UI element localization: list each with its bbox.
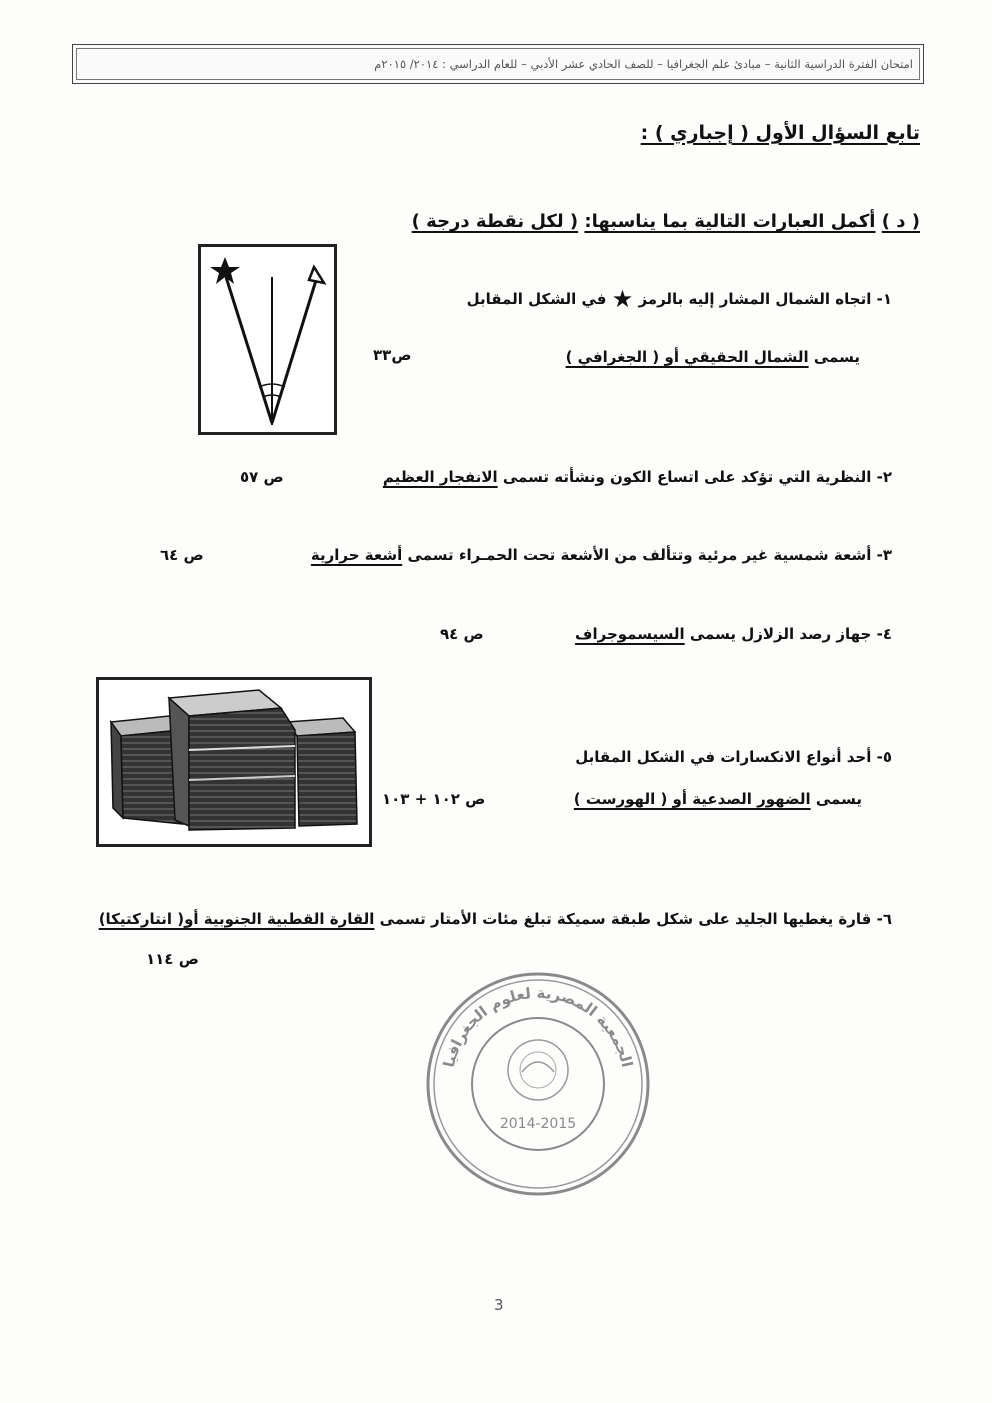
horst-front-face bbox=[189, 708, 295, 830]
item-1-answer: الشمال الحقيقي أو ( الجغرافي ) bbox=[565, 348, 809, 366]
item-1-tail: في الشكل المقابل bbox=[466, 290, 607, 308]
official-stamp bbox=[422, 968, 654, 1200]
item-5-text: أحد أنواع الانكسارات في الشكل المقابل bbox=[575, 748, 872, 766]
right-block-face bbox=[297, 732, 357, 826]
section-title: تابع السؤال الأول ( إجباري ) : bbox=[640, 122, 920, 144]
item-1-text: اتجاه الشمال المشار إليه بالرمز bbox=[638, 290, 872, 308]
true-north-line bbox=[226, 277, 272, 423]
item-1-line-2 bbox=[566, 348, 860, 366]
instruction-text: أكمل العبارات التالية بما يناسبها: bbox=[584, 211, 876, 232]
stamp-emblem-icon bbox=[508, 1040, 568, 1100]
item-5-answer: الضهور الصدعية أو ( الهورست ) bbox=[573, 790, 811, 808]
page-number: 3 bbox=[494, 1296, 504, 1314]
item-5-page-ref: ص ١٠٢ + ١٠٣ bbox=[382, 790, 486, 808]
item-3-line bbox=[311, 546, 892, 564]
item-6-text: قارة يغطيها الجليد على شكل طبقة سميكة تبلغ مئات الأمتار تسمى bbox=[379, 910, 872, 928]
stamp-outer-text: الجمعية المصرية لعلوم الجغرافيا bbox=[439, 983, 637, 1069]
north-arrows-diagram bbox=[201, 247, 334, 432]
item-1-number: ١- bbox=[876, 290, 892, 308]
magnetic-north-arrowhead-icon bbox=[309, 267, 324, 283]
item-5-line-1 bbox=[575, 748, 892, 766]
item-3-number: ٣- bbox=[876, 546, 892, 564]
star-symbol-icon: ★ bbox=[611, 285, 634, 313]
item-2-answer: الانفجار العظيم bbox=[382, 468, 498, 486]
item-6-page-ref: ص ١١٤ bbox=[146, 950, 199, 968]
item-2-text: النظرية التي تؤكد على اتساع الكون ونشأته تسمى bbox=[502, 468, 872, 486]
item-3-answer: أشعة حرارية bbox=[310, 546, 403, 564]
item-4-line bbox=[575, 625, 892, 643]
stamp-seal bbox=[422, 968, 654, 1200]
item-1-line-1 bbox=[467, 285, 892, 313]
magnetic-north-line bbox=[272, 277, 317, 423]
exam-header-text: امتحان الفترة الدراسية الثانية – مبادئ علم الجغرافيا – للصف الحادي عشر الأدبي – للعام الدراسي : ٢٠١٤/ ٢٠١٥م bbox=[374, 57, 913, 71]
item-3-text: أشعة شمسية غير مرئية وتتألف من الأشعة تحت الحمـراء تسمى bbox=[407, 546, 872, 564]
item-3-page-ref: ص ٦٤ bbox=[160, 546, 204, 564]
part-label: ( د ) bbox=[881, 211, 920, 232]
item-1-page-ref: ص٣٣ bbox=[373, 346, 412, 364]
exam-header-box bbox=[72, 44, 924, 84]
item-6-answer: القارة القطبية الجنوبية أو( انتاركتيكا) bbox=[98, 910, 375, 928]
part-instruction bbox=[412, 211, 920, 232]
item-2-number: ٢- bbox=[876, 468, 892, 486]
score-note: ( لكل نقطة درجة ) bbox=[411, 211, 579, 232]
true-north-star-icon bbox=[210, 257, 240, 284]
horst-fault-figure bbox=[96, 677, 372, 847]
item-4-answer: السيسموجراف bbox=[575, 625, 685, 643]
stamp-year: 2014-2015 bbox=[499, 1116, 577, 1132]
item-4-page-ref: ص ٩٤ bbox=[440, 625, 484, 643]
item-6-number: ٦- bbox=[876, 910, 892, 928]
item-2-page-ref: ص ٥٧ bbox=[240, 468, 284, 486]
item-6-line bbox=[99, 910, 892, 928]
horst-block-diagram bbox=[99, 680, 369, 844]
north-direction-figure bbox=[198, 244, 337, 435]
item-4-text: جهاز رصد الزلازل يسمى bbox=[689, 625, 872, 643]
item-2-line bbox=[383, 468, 892, 486]
item-1-prefix: يسمى bbox=[813, 348, 860, 366]
item-4-number: ٤- bbox=[876, 625, 892, 643]
item-5-line-2 bbox=[574, 790, 862, 808]
item-5-prefix: يسمى bbox=[815, 790, 862, 808]
item-5-number: ٥- bbox=[876, 748, 892, 766]
